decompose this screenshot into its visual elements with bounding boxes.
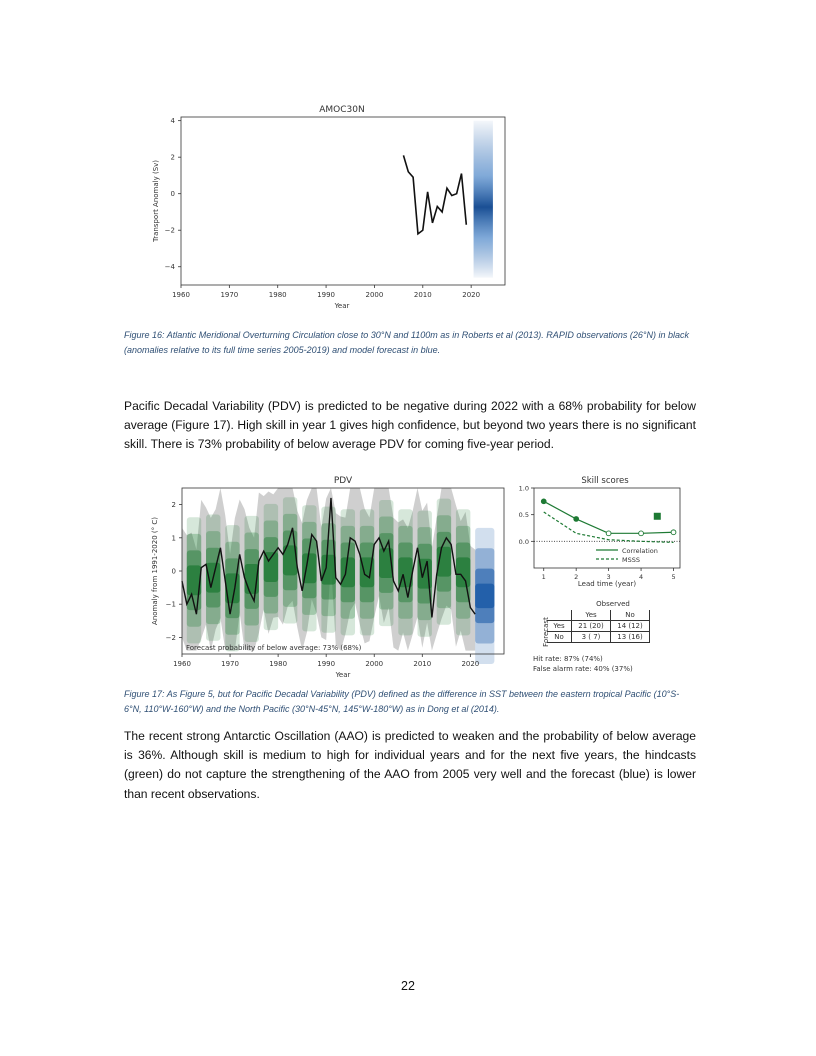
contingency-row-yes: Yes [553,622,565,630]
pdv-hindcast-band [456,557,470,587]
pdv-xtick-label: 1970 [221,660,239,668]
pdv-xtick-label: 1960 [173,660,191,668]
skill-correlation-point [671,530,676,535]
amoc-xtick-label: 2020 [462,291,481,299]
pdv-ylabel: Anomaly from 1991-2020 (° C) [151,517,159,625]
skill-axes-frame [534,488,680,568]
pdv-hindcast-band [341,557,355,587]
skill-correlation-point [541,499,546,504]
pdv-xtick-label: 2020 [461,660,480,668]
pdv-ytick-label: 0 [171,567,176,576]
skill-xtick-label: 5 [671,573,676,581]
skill-xlabel: Lead time (year) [577,580,637,588]
amoc-xtick-label: 1970 [220,291,239,299]
pdv-forecast-plume [475,584,494,609]
pdv-ytick-label: 1 [171,534,176,543]
skill-xtick-label: 2 [574,573,579,581]
skill-xtick-label: 1 [541,573,546,581]
amoc-ytick-label: 0 [170,190,175,199]
amoc-xtick-label: 2010 [413,291,432,299]
contingency-row-no: No [554,633,564,641]
skill-xtick-label: 3 [606,573,611,581]
contingency-observed-title: Observed [596,600,630,608]
figure16-caption: Figure 16: Atlantic Meridional Overturning Circulation close to 30°N and 1100m as in Roberts et al (2013). RAPID observations (26°N) in black (anomalies relative to its full time series 2005-2019) and model forecast in blue. [124,330,689,355]
skill-xtick-label: 4 [638,573,644,581]
amoc-xtick-label: 1990 [317,291,335,299]
amoc-xlabel: Year [334,302,350,310]
amoc-ylabel: Transport Anomaly (Sv) [152,159,160,243]
contingency-forecast-title: Forecast [542,617,550,647]
skill-ytick-label: 0.0 [518,537,529,546]
amoc-xtick-label: 2000 [365,291,384,299]
contingency-col-yes: Yes [572,610,611,621]
amoc-xtick-label: 1980 [268,291,287,299]
amoc-observation-line [403,155,466,234]
pdv-ytick-label: −1 [165,600,176,609]
amoc-chart [130,100,530,315]
figure17-caption: Figure 17: As Figure 5, but for Pacific Decadal Variability (PDV) defined as the difference in SST between the eastern tropical Pacific (10°S-6°N, 110°W-160°W) and the North Pacific (30°N-45°N, 145°W-180°W) as in Dong et al (2014). [124,689,680,714]
amoc-title: AMOC30N [319,105,365,115]
pdv-hindcast-band [321,555,335,585]
skill-correlation-point [606,531,611,536]
skill-five-year-marker [654,513,661,520]
pdv-ytick-label: −2 [165,633,176,642]
pdv-xtick-label: 1980 [269,660,288,668]
amoc-xtick-label: 1960 [172,291,190,299]
contingency-col-no: No [611,610,650,621]
paragraph-pdv: Pacific Decadal Variability (PDV) is predicted to be negative during 2022 with a 68% probability for below average (Figure 17). High skill in year 1 gives high confidence, but beyond two years there is no significant skill. There is 73% probability of below average PDV for coming five-year period. [124,399,696,452]
page-number: 22 [401,979,415,993]
pdv-ytick-label: 2 [171,501,176,510]
skill-chart [510,470,690,590]
skill-correlation-point [639,531,644,536]
legend-msss: MSSS [622,556,640,564]
pdv-xtick-label: 2010 [413,660,432,668]
contingency-cell: 3 ( 7) [572,632,611,643]
skill-ytick-label: 1.0 [518,484,529,493]
pdv-chart [130,470,520,685]
paragraph-aao: The recent strong Antarctic Oscillation (AAO) is predicted to weaken and the probability of below average is 36%. Although skill is medium to high for individual years and for the next five years, the hindcasts (green) do not capture the strengthening of the AAO from 2005 very well and the forecast (blue) is lower than recent observations. [124,729,696,801]
legend-correlation: Correlation [622,547,658,555]
skill-title: Skill scores [581,476,629,486]
amoc-ytick-label: 4 [170,117,175,126]
skill-legend [596,547,658,564]
amoc-ytick-label: −2 [164,226,175,235]
amoc-axes-frame [181,117,505,285]
skill-correlation-point [574,517,579,522]
false-alarm-rate: False alarm rate: 40% (37%) [533,665,633,673]
contingency-cell: 14 (12) [611,621,650,632]
amoc-ytick-label: −4 [164,263,175,272]
skill-ytick-label: 0.5 [518,511,529,520]
pdv-annotation: Forecast probability of below average: 73% (68%) [186,644,362,652]
pdv-title: PDV [333,476,353,486]
contingency-cell: 13 (16) [611,632,650,643]
contingency-cell: 21 (20) [572,621,611,632]
pdv-xlabel: Year [335,671,351,679]
amoc-ytick-label: 2 [170,153,175,162]
hit-rate: Hit rate: 87% (74%) [533,655,603,663]
pdv-xtick-label: 2000 [365,660,384,668]
pdv-xtick-label: 1990 [317,660,336,668]
amoc-forecast-plume [474,121,493,278]
skill-rates [533,654,633,674]
